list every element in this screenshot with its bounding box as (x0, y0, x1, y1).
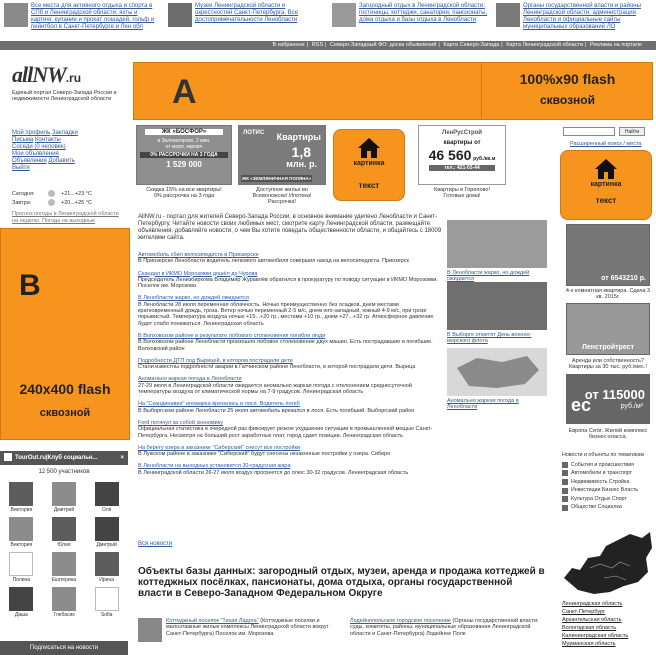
nav-board[interactable]: Северо-Западный ФО: доска объявлений (329, 42, 437, 48)
people-icon (562, 505, 568, 511)
banner-a[interactable] (133, 62, 653, 120)
logo-mark[interactable] (12, 62, 132, 88)
ad-title: ЖК «БОСФОР» (145, 129, 223, 135)
news-body: Стали известны подробности аварии в Гатчинском районе Ленобласти, в которой пострадали дети. Вырица (138, 364, 416, 371)
ad-caption (238, 187, 326, 205)
nav-rss[interactable]: RSS (311, 42, 323, 48)
photo-news-title[interactable]: В Выборге отметят День военно-морского флота (447, 332, 532, 345)
news-title[interactable]: Ford потянул за собой экономику (138, 419, 223, 426)
news-item (138, 295, 443, 326)
news-title[interactable]: Аномально жаркая погода в Ленобласти (138, 376, 242, 383)
photo-news-title[interactable]: Аномально жаркая погода в Ленобласти (447, 398, 519, 411)
culture-icon (562, 496, 568, 502)
news-body: 27-29 июля в Ленинградской области ожидается аномально жаркая погода с отклонением среднесуточной температуры воздуха от климатической нормы на 7-9 градусов. Ленинградская область (138, 382, 412, 396)
member-avatar[interactable] (0, 482, 43, 513)
map-thumb-icon (447, 348, 547, 396)
ad-card-price: от 6543210 р. (601, 275, 646, 282)
ad-line: квартиры от (443, 140, 481, 146)
link-logout[interactable]: Выйти (12, 165, 30, 171)
ad-caption-line: Скидка 15% на все квартиры! (146, 187, 222, 193)
ad-card-title: Ленстройтрест (581, 344, 635, 351)
ad-lenrusstroy-image[interactable] (418, 125, 506, 185)
ad-line: Квартиры (276, 132, 321, 142)
promo-active-sport[interactable] (0, 0, 164, 40)
object-desc: (Органы государственной власти: суды, комитеты, районы, муниципальные образования Ленинградской области и Санкт-Петербурга) Лодейное Поле (350, 618, 539, 637)
news-body: В Приозерске Ленобласти водитель легкового автомобиля совершил наезд на велосипедиста. Приозерск (138, 258, 409, 265)
ad-card-brand: ec (571, 395, 592, 415)
social-club-label[interactable]: TourOut.ru|Клуб социальн... (15, 455, 98, 461)
avatar-photo[interactable] (9, 552, 33, 576)
promo-government[interactable] (492, 0, 656, 40)
house-icon (561, 159, 651, 179)
kartinka-text: текст (358, 181, 380, 190)
sun-icon (48, 190, 55, 197)
news-item (138, 333, 443, 352)
news-body: Председатель Ленизбиркома Владимир Журавлёв обратился в прокуратуру по поводу ситуации в ИКМО Морозовки. Поселок им. Морозова (138, 276, 438, 290)
topic-label[interactable]: События и происшествия (571, 461, 635, 468)
topic-realty[interactable] (562, 478, 654, 487)
object-title[interactable]: Лодейнопольское городское поселение (350, 618, 451, 624)
ad-card-apartment[interactable] (566, 224, 650, 286)
kartinka-text: текст (595, 196, 617, 205)
object-desc: (Коттеджные поселки и малоэтажные жилые комплексы Ленинградской области вокруг Санкт-Петербурга) Поселок им. Морозова (166, 618, 329, 637)
member-avatar[interactable] (43, 552, 86, 583)
close-icon[interactable]: × (120, 455, 124, 461)
ad-lenrusstroy[interactable] (418, 125, 506, 205)
kartinka-label: картинка (590, 181, 622, 188)
search-input[interactable] (563, 127, 615, 136)
topic-label[interactable]: Инвестиции Бизнес Власть (571, 487, 639, 494)
banner-a-info (481, 63, 653, 119)
avatar-photo[interactable] (52, 587, 76, 611)
region-link[interactable]: Вологодская область (562, 625, 617, 631)
ad-caption-line: 0% рассрочка на 3 года (153, 193, 215, 199)
search-button[interactable]: Найти (619, 127, 645, 136)
news-title[interactable]: В Ленобласти на выходных установится 30-градусная жара (138, 463, 291, 470)
northwest-region-map[interactable] (560, 528, 654, 598)
ad-promo: 0% РАССРОЧКИ НА 3 ГОДА (140, 152, 228, 158)
weather-tomorrow-label: Завтра: (12, 200, 32, 206)
sun-icon (48, 199, 55, 206)
news-body: В Лужском районе в заказнике "Сиберский" будут снесены незаконные постройки у озера. Сиберо (138, 451, 391, 458)
news-title[interactable]: Подробности ДТП под Вырицей, в котором пострадали дети (138, 357, 293, 364)
link-contacts[interactable]: Контакты (34, 137, 61, 143)
photo-news-image[interactable] (447, 348, 547, 396)
top-navbar: В избранное | RSS | Северо-Западный ФО: доска объявлений | Карта Северо-Запада | Карта Ленинградской области | Реклама на портале (0, 41, 656, 50)
news-item (138, 445, 443, 458)
link-neighbors[interactable]: Соседи (0 человек) (12, 144, 66, 150)
ad-price: 1 529 000 (166, 160, 202, 169)
promo-thumb[interactable] (4, 3, 28, 27)
photo-news-image[interactable] (447, 282, 547, 330)
top-promo-strip (0, 0, 656, 40)
member-avatar[interactable] (85, 517, 128, 548)
member-avatar[interactable] (85, 552, 128, 583)
site-logo[interactable] (12, 62, 132, 102)
promo-thumb[interactable] (168, 3, 192, 27)
object-thumb[interactable] (138, 618, 162, 642)
promo-text[interactable]: Органы государственной власти и районы Ленинградской области, администрация Ленобласти и официальные сайты муниципальных образований ЛО (523, 3, 641, 30)
ad-caption (136, 187, 232, 199)
promo-text[interactable]: Загородный отдых в Ленинградской области: гостиницы, коттеджи, санатории, пансионаты, дома отдыха и базы отдыха в Ленобласти (359, 3, 488, 23)
topic-label[interactable]: Недвижимость Стройка (571, 478, 630, 485)
news-body: Официальная статистика в очередной раз фиксирует резкое ухудшение ситуации в промышленной мощью Санкт-Петербурга. Несмотря на больший рост заработных плат, город сдает позиции. Ленинградская область (138, 426, 433, 439)
region-link[interactable]: Ленинградская область (562, 601, 623, 607)
object-item[interactable] (138, 618, 338, 637)
banner-b-letter: B (19, 269, 41, 302)
news-title[interactable]: На "Скандинавии" иномарка врезалась в лося. Водитель погиб (138, 401, 300, 408)
member-avatar[interactable] (0, 517, 43, 548)
all-news-link[interactable]: Вся новости (138, 541, 173, 547)
weather-tomorrow-value: +20...+25 °С (61, 200, 92, 206)
ad-card-lenstroytrest[interactable] (566, 303, 650, 355)
kartinka-placeholder-right[interactable] (560, 150, 652, 220)
region-list (562, 600, 654, 648)
avatar-name[interactable]: Виктория (10, 507, 33, 513)
banner-a-letter: A (172, 73, 197, 111)
logo-subtitle: Единый портал Северо-Запада России и недвижимости Ленинградской области (12, 90, 117, 102)
promo-country-rest[interactable] (328, 0, 492, 40)
ad-card-caption: 4-х комнатная квартира. Сдача 3 кв. 2015г. (565, 288, 651, 301)
avatar-photo[interactable] (52, 482, 76, 506)
banner-a-type: сквозной (540, 93, 595, 107)
weather-today-label: Сегодня: (12, 191, 35, 197)
ad-bosfor[interactable] (136, 125, 232, 205)
news-body: В Волховском районе Ленобласти произошло лобовое столкновение двух машин. Есть пострадавшие и погибшие. Волховский район (138, 339, 433, 352)
topic-label[interactable]: Общество Социалка (571, 504, 622, 511)
banner-a-size: 100%x90 flash (519, 71, 616, 87)
topic-auto[interactable] (562, 469, 654, 478)
avatar-name[interactable]: Полина (12, 577, 31, 583)
avatar-name[interactable]: Виктория (10, 542, 33, 548)
object-title[interactable]: Коттеджный поселок "Тихая Ладога" (166, 618, 259, 624)
link-my-ads[interactable]: Мои объявления (12, 151, 59, 157)
ad-line: 1,8 (291, 144, 311, 160)
avatar-grid (0, 482, 128, 618)
house-icon (334, 138, 404, 158)
topics-heading: Новости и объекты по тематикам (562, 452, 645, 458)
news-body: В Ленинградской области 26-27 июля воздух прогреется до плюс 30-32 градусов. Ленинградская область (138, 469, 409, 476)
ad-line: в Зеленогорске, 2 мин. (157, 138, 211, 144)
member-avatar[interactable] (85, 482, 128, 513)
news-title[interactable]: На берегу озера в заказнике "Сиберский" снесут все постройки (138, 444, 301, 451)
kartinka-placeholder[interactable] (333, 129, 405, 201)
photo-news-image[interactable] (447, 220, 547, 268)
ad-phone: тел.: 421-03-44 (429, 165, 495, 171)
user-menu (12, 130, 124, 172)
kartinka-label: картинка (353, 160, 385, 167)
avatar-photo[interactable] (52, 552, 76, 576)
topic-business[interactable] (562, 486, 654, 495)
banner-b-type: сквозной (39, 407, 91, 419)
avatar-name[interactable]: Даша (14, 612, 28, 618)
topic-events[interactable] (562, 461, 654, 470)
news-item (138, 252, 443, 265)
news-item (138, 463, 443, 476)
car-icon (562, 470, 568, 476)
nav-ads[interactable]: Реклама на портале (590, 42, 642, 48)
nav-bookmark[interactable]: В избранное (272, 42, 305, 48)
ad-project: ЖК «ЗЕМЛЯНИЧНАЯ ПОЛЯНА» (242, 176, 312, 181)
ad-promo: млн. р. (286, 159, 317, 169)
ad-caption (418, 187, 506, 199)
news-item (138, 420, 443, 439)
link-mail[interactable]: Письма (12, 137, 34, 143)
avatar-photo[interactable] (9, 587, 33, 611)
topic-society[interactable] (562, 503, 654, 512)
link-bookmarks[interactable]: Закладки (51, 130, 78, 136)
link-ads[interactable]: Объявления (12, 158, 47, 164)
avatar-name[interactable]: Sofia (100, 612, 113, 618)
ad-lotis-image[interactable] (238, 125, 326, 185)
news-item (138, 401, 443, 414)
ad-card-unit: руб./м² (620, 403, 643, 410)
news-item (138, 376, 443, 395)
avatar-name[interactable]: Оля (101, 507, 112, 513)
news-title[interactable]: Автомобиль сбил велосипедиста в Приозерске (138, 252, 259, 258)
ad-unit: руб./кв.м (473, 156, 496, 162)
banner-b-size: 240x400 flash (19, 381, 111, 397)
ad-bosfor-image[interactable] (136, 125, 232, 185)
avatar-name[interactable]: Ирина (99, 577, 115, 583)
promo-text[interactable]: Музеи Ленинградской области и окрестностей Санкт-Петербурга. Все достопримечательности Ленобласти (195, 3, 299, 23)
avatar-name[interactable]: Глебасик (53, 612, 75, 618)
photo-news-item[interactable] (447, 348, 547, 411)
topic-label[interactable]: Культура Отдых Спорт (571, 495, 627, 502)
photo-news-item[interactable] (447, 220, 547, 283)
chart-icon (562, 488, 568, 494)
avatar-name[interactable]: Дмитрий (53, 507, 75, 513)
object-item[interactable] (350, 618, 550, 637)
building-icon (562, 479, 568, 485)
advanced-search-link[interactable]: Расширенный поиск / места (570, 141, 642, 147)
weather-today-value: +21...+23 °С (61, 191, 92, 197)
ad-caption-line: Готовые дома! (443, 193, 481, 199)
avatar-photo[interactable] (95, 482, 119, 506)
news-item (138, 271, 443, 290)
promo-text[interactable]: Все места для активного отдыха и спорта в СПб и Ленинградской области: яхты и картинг, купание и прокат лошадей, гольф и пейнтбол в Санкт-Петербурге и Лен обл (31, 3, 155, 30)
promo-museums[interactable] (164, 0, 328, 40)
news-title[interactable]: В Волховском районе в результате лобового столкновения погибли люди (138, 332, 326, 339)
avatar-photo[interactable] (9, 482, 33, 506)
ad-caption-line: Всеволожске! Ипотека! Рассрочка! (252, 193, 312, 205)
topic-label[interactable]: Автомобили и транспорт (571, 470, 633, 477)
social-widget-header[interactable] (0, 451, 128, 465)
news-title[interactable]: Скандал в ИКМО Морозовки дошёл до Чурова (138, 270, 258, 277)
subscribe-button[interactable]: Подписаться на новости (0, 641, 128, 655)
avatar-photo[interactable] (52, 517, 76, 541)
portal-intro: AllNW.ru - портал для жителей Северо-Запада России, в основное внимание уделено Ленобласти и Санкт-Петербургу. Читайте новости своих любимых мест, смотрите карту Ленинградской области, размещайте объявления, добавляйте новости, о чем Вы хотите поведать общественности области, и общайтесь с 18009 жителями сайта. (138, 214, 442, 241)
promo-thumb[interactable] (332, 3, 356, 27)
avatar-photo[interactable] (95, 552, 119, 576)
ads-row (136, 125, 556, 205)
link-add[interactable]: Добавить (48, 158, 75, 164)
ad-price: 46 560 (428, 147, 472, 163)
member-avatar[interactable] (43, 587, 86, 618)
link-profile[interactable]: Мой профиль (12, 130, 51, 136)
region-link[interactable]: Мурманская область (562, 641, 616, 647)
nav-map-nw[interactable]: Карта Северо-Запада (443, 42, 500, 48)
photo-news-item[interactable] (447, 282, 547, 345)
avatar-photo[interactable] (9, 517, 33, 541)
promo-thumb[interactable] (496, 3, 520, 27)
news-item (138, 358, 443, 371)
region-link[interactable]: Калининградская область (562, 633, 629, 639)
region-link[interactable]: Санкт-Петербург (562, 609, 606, 615)
topic-culture[interactable] (562, 495, 654, 504)
news-title[interactable]: В Ленобласти жарко, но дождей ожидается (138, 295, 249, 302)
photo-news-title[interactable]: В Ленобласти жарко, но дождей ожидается (447, 270, 530, 283)
ad-title: ЛенРусСтрой (442, 130, 482, 136)
member-avatar[interactable] (0, 587, 43, 618)
members-count: 12 500 участников (38, 469, 90, 475)
ad-line: от моря, кирпич (165, 144, 203, 150)
avatar-name[interactable]: Екатерина (51, 577, 77, 583)
ad-card-caption: Аренда или собственность? Квартиры за 30 тыс. руб./мес.! (569, 358, 647, 371)
news-body: В Выборгском районе Ленобласти 25 июля автомобиль врезался в лося. Есть погибший. Выборгский район (138, 407, 415, 414)
avatar-photo[interactable] (95, 517, 119, 541)
avatar-name[interactable]: Юлия (57, 542, 71, 548)
member-avatar[interactable] (43, 482, 86, 513)
ad-card-caption: Европа Сити. Жилой комплекс бизнес-класса. (568, 428, 648, 441)
ad-caption-line: Доступное жилье во (256, 187, 308, 193)
topic-categories (562, 452, 654, 512)
weather-forecast-link[interactable]: Прогноз погоды в Ленинградской области на неделю. Погода на выходные (12, 211, 119, 224)
news-list (138, 252, 443, 482)
news-body: В Ленобласти 28 июля переменная облачность. Ночью преимущественно без осадков, днем местами кратковременный дождь, гроза. Ветер ночью переменный 2-5 м/с, днем юго-западный, южный 4-9 м/с, при грозе порывистый. Температура воздуха ночью +15...+20 гр., местами +10 гр., днем +27...+32 гр. Атмосферное давление будет слабо понижаться. Ленинградская область (138, 301, 434, 327)
map-shape (564, 532, 652, 594)
weather-widget (12, 190, 124, 225)
region-link[interactable]: Архангельская область (562, 617, 622, 623)
ad-card-price: от 115000 (584, 387, 645, 402)
ad-card-evropa-siti[interactable] (566, 374, 650, 424)
ad-title: ЛОТИС (243, 130, 265, 136)
member-avatar[interactable] (43, 517, 86, 548)
ad-lotis[interactable] (238, 125, 326, 205)
avatar-photo[interactable] (95, 587, 119, 611)
logo-text[interactable]: allNW (12, 62, 66, 87)
banner-b[interactable] (0, 228, 130, 440)
member-avatar[interactable] (0, 552, 43, 583)
member-avatar[interactable] (85, 587, 128, 618)
events-icon (562, 462, 568, 468)
objects-heading: Объекты базы данных: загородный отдых, музеи, аренда и продажа коттеджей в коттеджных посёлках, пансионаты, дома отдыха, органы государственной власти в Северо-Западном Федеральном Округе (138, 566, 545, 599)
nav-map-lo[interactable]: Карта Ленинградской области (506, 42, 584, 48)
logo-tld[interactable]: .ru (65, 71, 82, 85)
avatar-name[interactable]: Дмитрий (96, 542, 117, 548)
ad-caption-line: Квартиры в Горелово! (433, 187, 491, 193)
club-icon (4, 453, 12, 461)
